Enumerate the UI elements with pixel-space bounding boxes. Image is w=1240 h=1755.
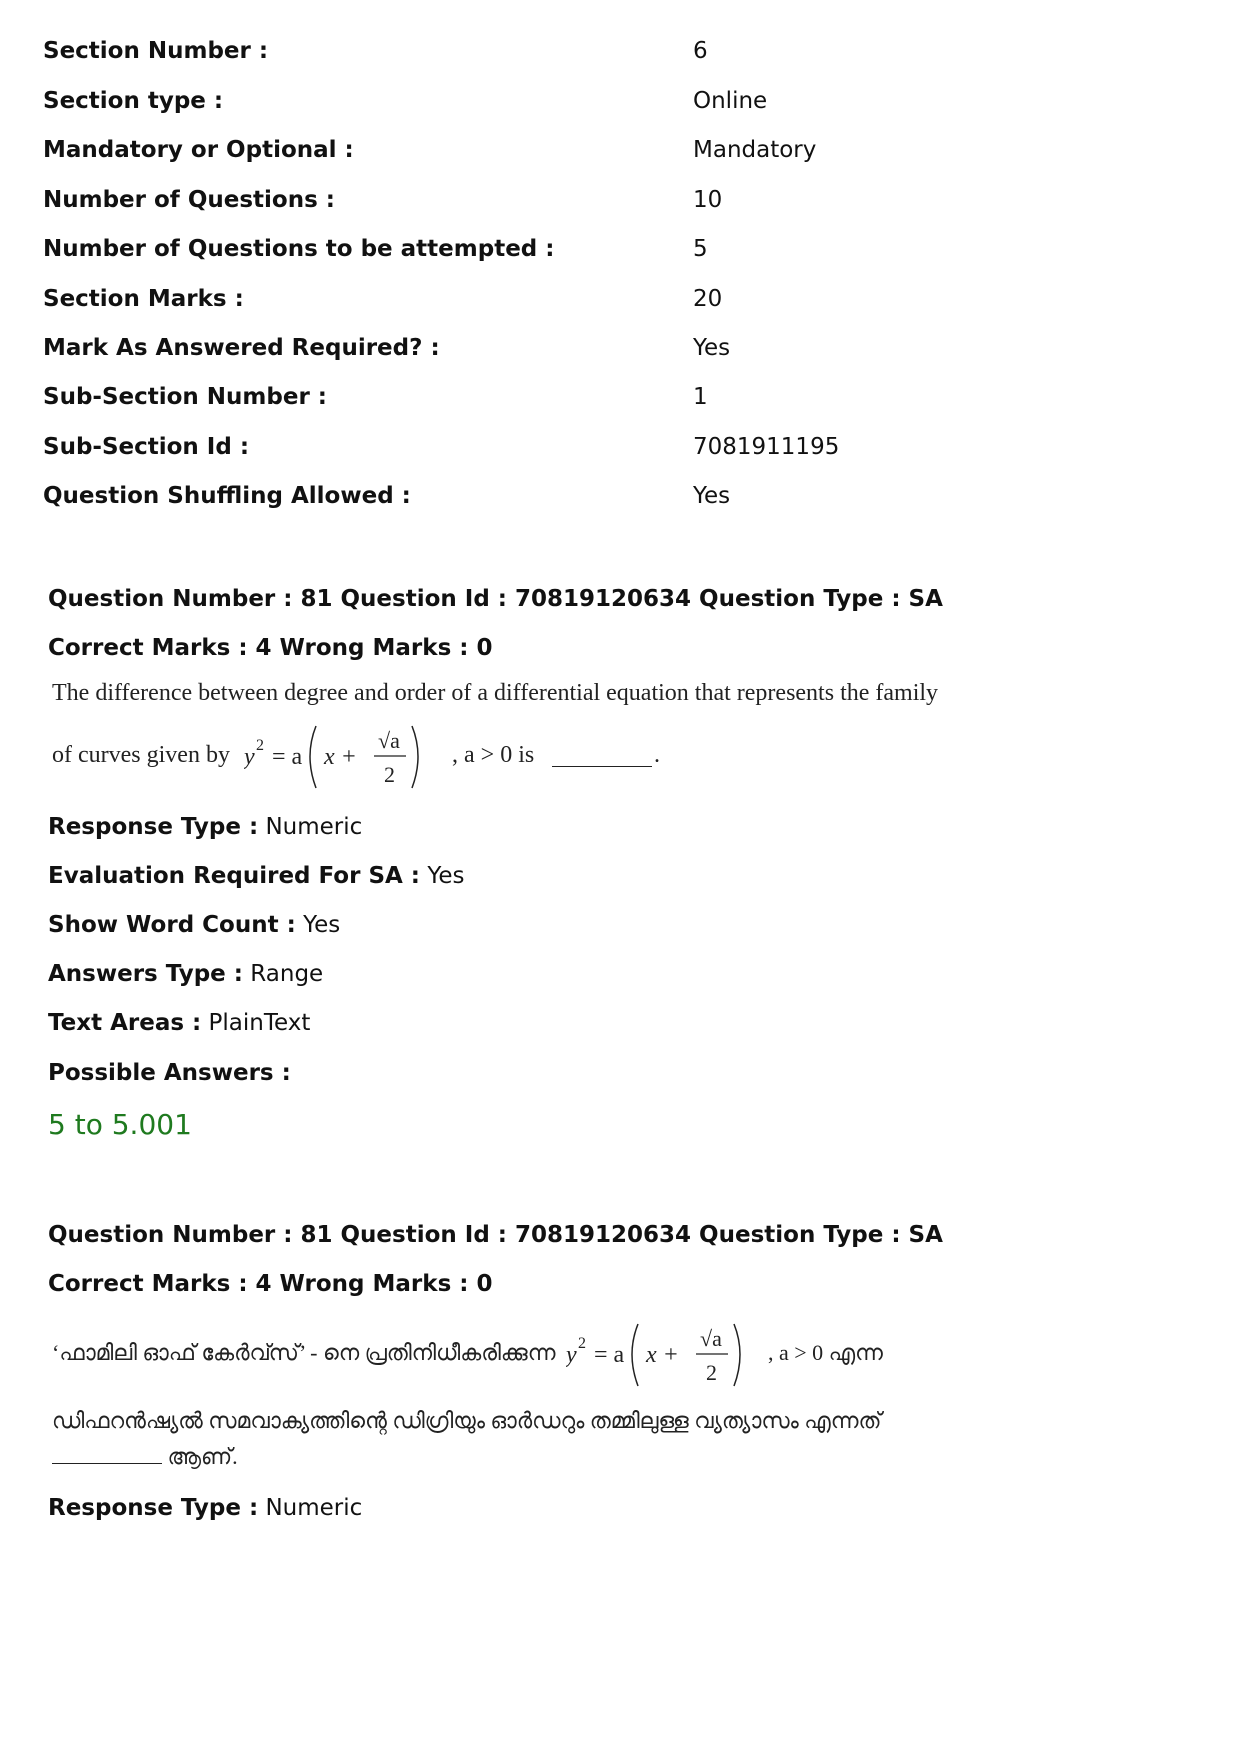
eq-right-paren [412,726,418,788]
answer-blank-2 [52,1445,162,1464]
question-marks: Correct Marks : 4 Wrong Marks : 0 [48,635,493,661]
section-number-row: Section Number : 6 [43,38,708,64]
eq-x-plus: x + [324,744,357,770]
eq2-denominator: 2 [706,1360,717,1385]
eq2-equals-a: = a [594,1342,625,1368]
eq2-left-paren [632,1324,638,1386]
mandatory-row: Mandatory or Optional : Mandatory [43,137,817,163]
eq-exponent: 2 [256,737,264,754]
text-areas-field: Text Areas : PlainText [48,1010,311,1036]
answer-blank [552,748,652,767]
evaluation-required-field: Evaluation Required For SA : Yes [48,863,465,889]
ml-question-line1: ‘ഫാമിലി ഓഫ് കേർവ്സ്’ - നെ പ്രതിനിധീകരിക്കുന്ന y 2 = a x + √a 2 , a > 0 എന്ന [52,1318,952,1390]
eq-root-a: √a [378,728,400,753]
eq2-root-a: √a [700,1326,722,1351]
mark-answered-row: Mark As Answered Required? : Yes [43,335,731,361]
ml-question-line3: ആണ്. [52,1444,238,1470]
eq2-right-paren [734,1324,740,1386]
eq-denominator: 2 [384,762,395,787]
eq-equals-a: = a [272,744,303,770]
section-type-row: Section type : Online [43,88,768,114]
shuffling-row: Question Shuffling Allowed : Yes [43,483,731,509]
eq2-y: y [566,1342,577,1368]
answers-type-field: Answers Type : Range [48,961,324,987]
question-header-2: Question Number : 81 Question Id : 70819120634 Question Type : SA [48,1222,943,1248]
eq-y: y [244,744,255,770]
response-type-field: Response Type : Numeric [48,814,363,840]
eq2-exponent: 2 [578,1335,586,1352]
possible-answers-label: Possible Answers : [48,1060,291,1086]
eq-left-paren [310,726,316,788]
questions-attempted-row: Number of Questions to be attempted : 5 [43,236,708,262]
section-marks-row: Section Marks : 20 [43,286,723,312]
subsection-id-row: Sub-Section Id : 7081911195 [43,434,840,460]
subsection-number-row: Sub-Section Number : 1 [43,384,708,410]
question-header: Question Number : 81 Question Id : 70819120634 Question Type : SA [48,586,943,612]
question-text-line1: The difference between degree and order of a differential equation that represents the family [52,680,939,706]
equation-graphic-2 [566,1318,766,1390]
num-questions-row: Number of Questions : 10 [43,187,723,213]
eq2-x-plus: x + [646,1342,679,1368]
response-type-field-2: Response Type : Numeric [48,1495,363,1521]
show-word-count-field: Show Word Count : Yes [48,912,341,938]
ml-question-line2: ഡിഫറൻഷ്യൽ സമവാക്യത്തിന്റെ ഡിഗ്രിയും ഓർഡറും തമ്മിലുള്ള വ്യത്യാസം എന്നത് [52,1408,882,1433]
possible-answer-value: 5 to 5.001 [48,1108,192,1141]
question-marks-2: Correct Marks : 4 Wrong Marks : 0 [48,1271,493,1297]
equation-graphic [244,720,459,792]
